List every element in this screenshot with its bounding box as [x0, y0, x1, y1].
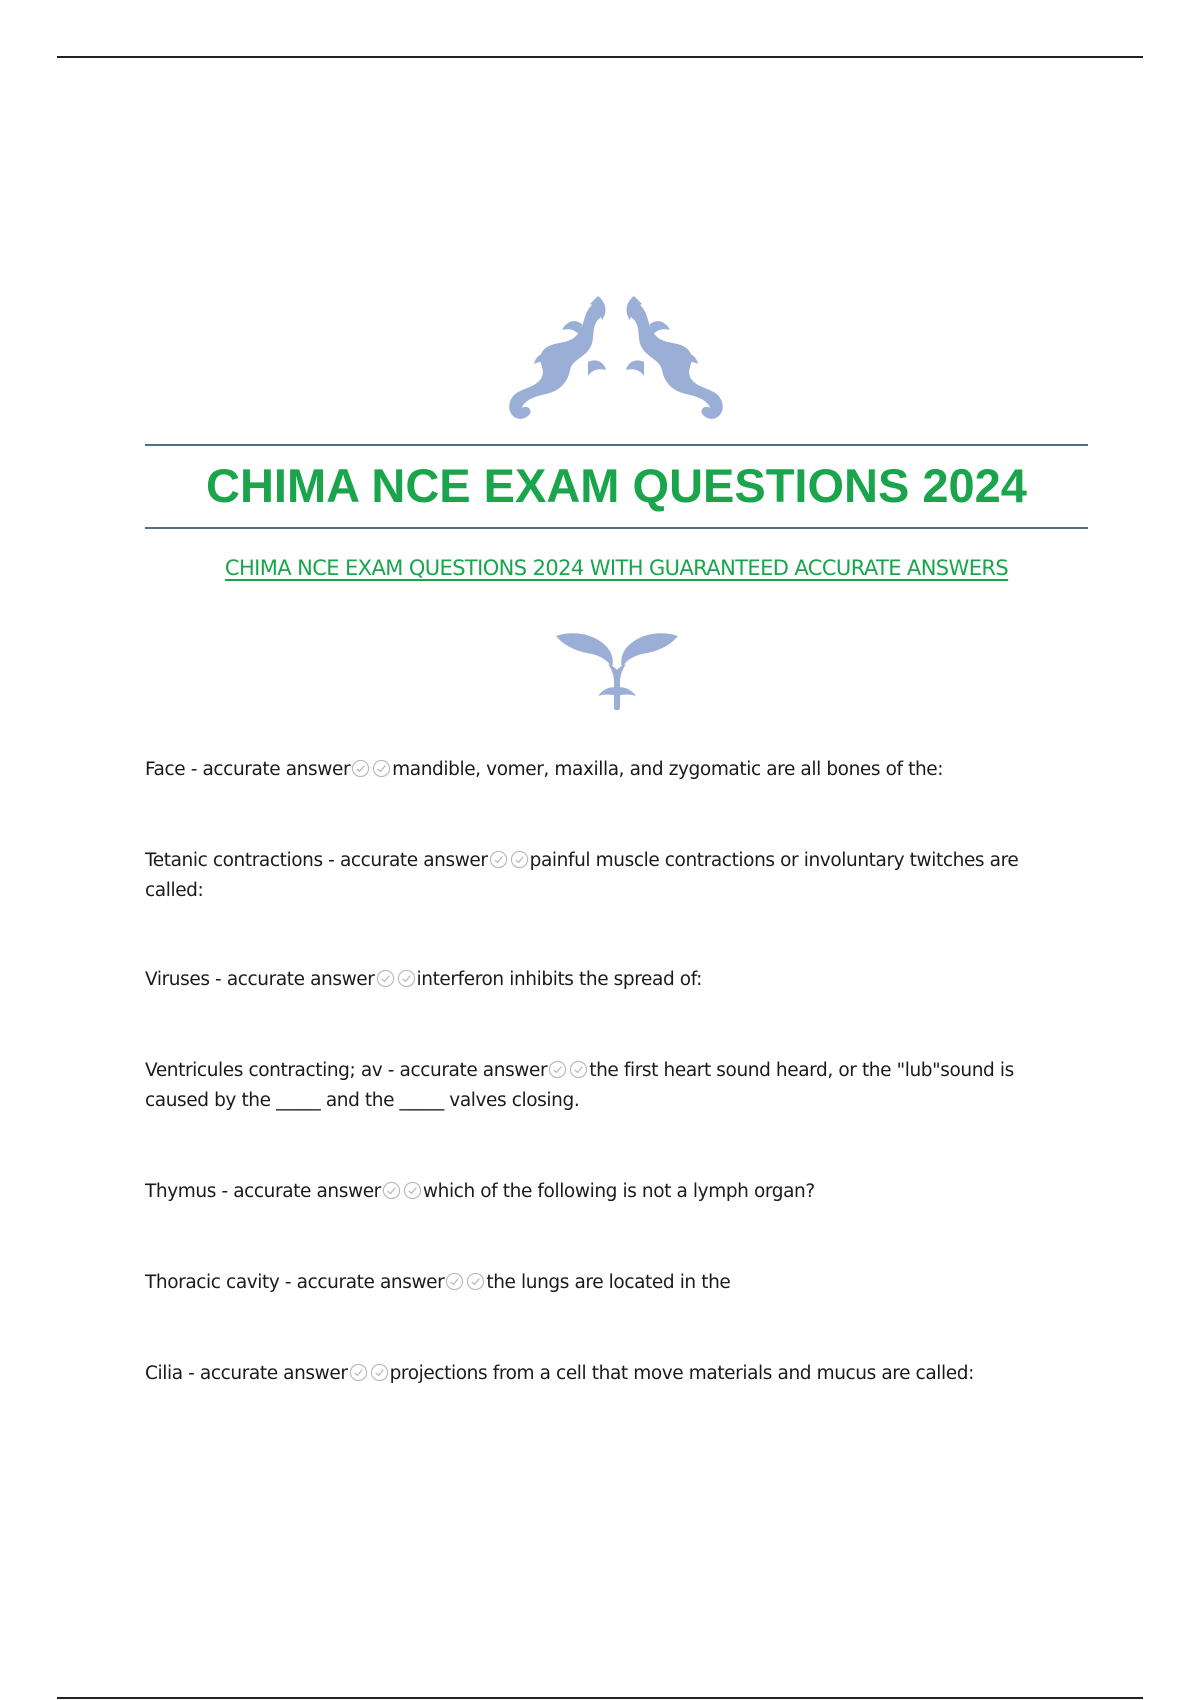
qa-item	[145, 846, 1045, 906]
title-rule-upper	[145, 444, 1088, 446]
qa-question: painful muscle contractions or involuntary twitches are called:	[145, 850, 1019, 901]
page-title: CHIMA NCE EXAM QUESTIONS 2024	[206, 459, 1027, 512]
qa-item	[145, 1268, 1045, 1298]
qa-answer: Face - accurate answer	[145, 759, 351, 780]
page-top-rule	[57, 56, 1143, 58]
check-circle-icon	[376, 969, 395, 988]
check-circle-icon	[351, 759, 370, 778]
check-circle-icon	[349, 1363, 368, 1382]
qa-item	[145, 1359, 1045, 1389]
qa-question: the first heart sound heard, or the "lub"sound is caused by the _____ and the _____ valves closing.	[145, 1060, 1014, 1111]
qa-answer: Cilia - accurate answer	[145, 1363, 348, 1384]
qa-item	[145, 1056, 1045, 1116]
fleuron-ornament-icon	[554, 630, 680, 712]
qa-answer: Viruses - accurate answer	[145, 969, 375, 990]
qa-answer: Thoracic cavity - accurate answer	[145, 1272, 445, 1293]
check-circle-icon	[445, 1272, 464, 1291]
qa-question: which of the following is not a lymph organ?	[422, 1181, 815, 1202]
qa-answer: Thymus - accurate answer	[145, 1181, 381, 1202]
check-circle-icon	[372, 759, 391, 778]
qa-item	[145, 755, 1045, 785]
check-circle-icon	[403, 1181, 422, 1200]
floral-ornament-icon	[496, 296, 736, 426]
check-circle-icon	[370, 1363, 389, 1382]
check-circle-icon	[382, 1181, 401, 1200]
check-circle-icon	[569, 1060, 588, 1079]
check-circle-icon	[548, 1060, 567, 1079]
qa-question: the lungs are located in the	[486, 1272, 731, 1293]
qa-answer: Ventricules contracting; av - accurate answer	[145, 1060, 548, 1081]
qa-answer: Tetanic contractions - accurate answer	[145, 850, 488, 871]
check-circle-icon	[489, 850, 508, 869]
qa-question: interferon inhibits the spread of:	[416, 969, 702, 990]
title-rule-lower	[145, 527, 1088, 529]
page-subtitle: CHIMA NCE EXAM QUESTIONS 2024 WITH GUARANTEED ACCURATE ANSWERS	[224, 556, 1009, 580]
check-circle-icon	[510, 850, 529, 869]
page-bottom-rule	[57, 1697, 1143, 1699]
check-circle-icon	[466, 1272, 485, 1291]
check-circle-icon	[397, 969, 416, 988]
qa-item	[145, 1177, 1045, 1207]
qa-question: projections from a cell that move materials and mucus are called:	[389, 1363, 974, 1384]
qa-item	[145, 965, 1045, 995]
qa-question: mandible, vomer, maxilla, and zygomatic are all bones of the:	[392, 759, 944, 780]
